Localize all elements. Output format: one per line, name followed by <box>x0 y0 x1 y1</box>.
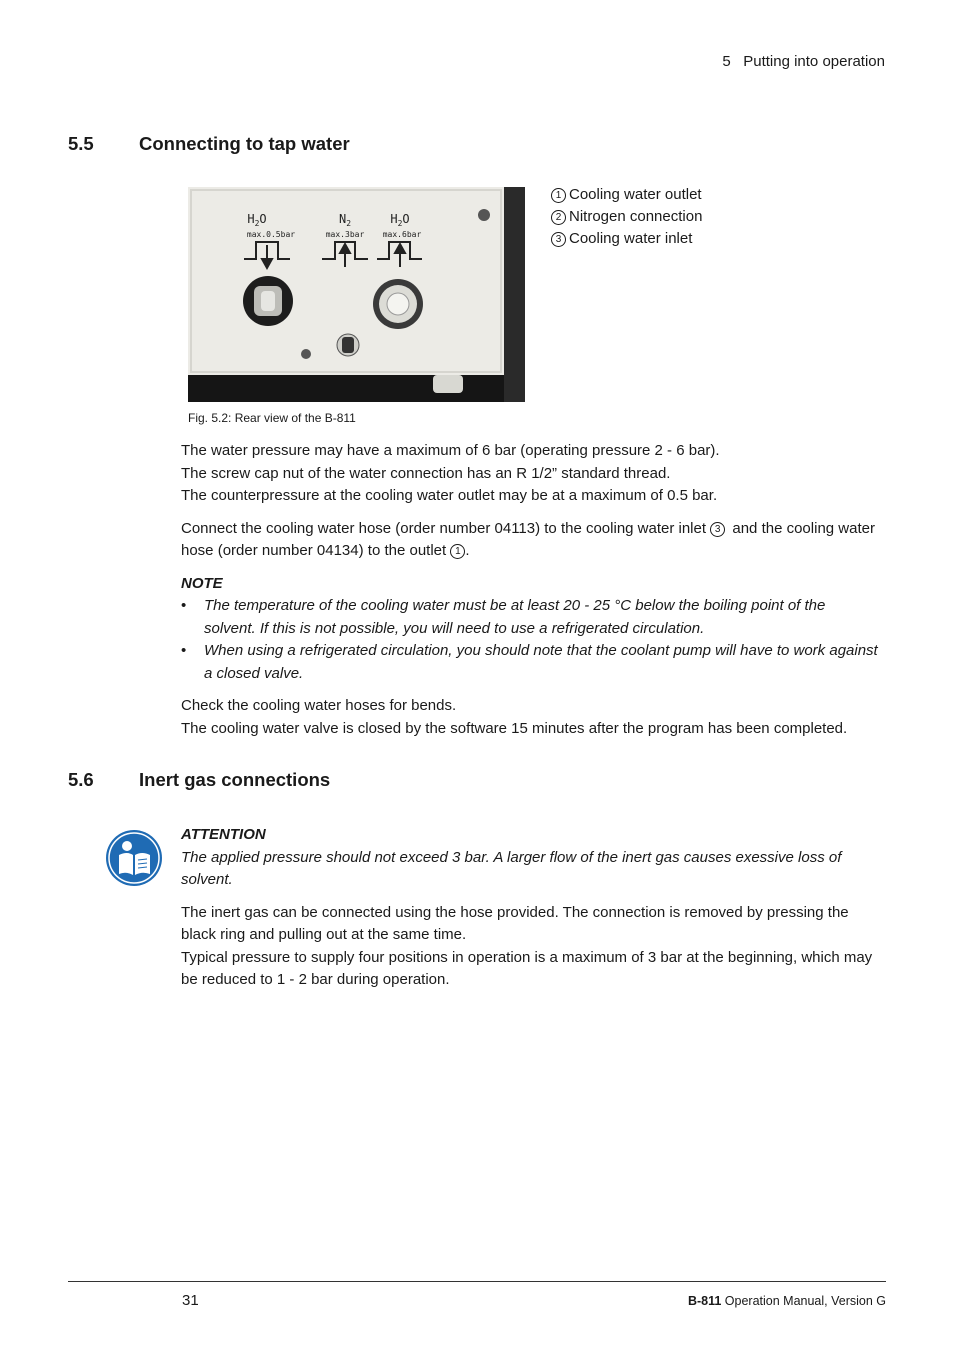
legend-item: 3 Cooling water inlet <box>551 228 702 250</box>
paragraph: The water pressure may have a maximum of 6 bar (operating pressure 2 - 6 bar). The screw cap nut of the water connection has an R 1/2” standard thread. The counterpressure at the cooling water outlet may be at a maximum of 0.5 bar. <box>181 442 720 504</box>
note-list <box>181 595 881 685</box>
section-5-5-body <box>181 440 881 750</box>
label-n2: $N_2$ <box>338 212 352 228</box>
attention-text: The applied pressure should not exceed 3 bar. A larger flow of the inert gas causes exessive loss of solvent. <box>181 848 842 888</box>
section-title: Connecting to tap water <box>139 133 350 154</box>
paragraph: The inert gas can be connected using the hose provided. The connection is removed by pressing the black ring and pulling out at the same time. <box>181 903 849 943</box>
rear-view-photo <box>188 187 525 402</box>
paragraph: Connect the cooling water hose (order number 04113) to the cooling water inlet 3 and the cooling water hose (order number 04134) to the outlet 1 . <box>181 519 875 559</box>
label-max-3: max.3bar <box>325 230 365 239</box>
list-item: • The temperature of the cooling water must be at least 20 - 25 °C below the boiling point of the solvent. If this is not possible, you will need to use a refrigerated circulation. <box>181 597 826 637</box>
rear-panel-illustration <box>188 187 525 402</box>
label-h2o-outlet: $H_2O$ <box>247 212 267 228</box>
footer-title: B-811 Operation Manual, Version G <box>687 1294 886 1308</box>
section-number: 5.5 <box>68 133 94 154</box>
legend-item: 1 Cooling water outlet <box>551 184 702 206</box>
label-h2o-inlet: $H_2O$ <box>390 212 410 228</box>
callout-number: 2 <box>551 210 566 225</box>
read-manual-icon <box>105 829 163 887</box>
note-label: NOTE <box>181 574 223 592</box>
callout-number: 1 <box>450 544 465 559</box>
paragraph: Typical pressure to supply four positions in operation is a maximum of 3 bar at the beginning, which may be reduced to 1 - 2 bar during operation. <box>181 948 873 988</box>
section-heading-5-5 <box>68 133 668 157</box>
attention-label: ATTENTION <box>181 826 266 843</box>
section-5-6-body <box>181 824 881 1002</box>
callout-number: 3 <box>551 232 566 247</box>
page-number: 31 <box>182 1292 199 1309</box>
list-item: • When using a refrigerated circulation, you should note that the coolant pump will have to work against a closed valve. <box>181 642 878 682</box>
callout-number: 3 <box>710 522 725 537</box>
paragraph: Check the cooling water hoses for bends. The cooling water valve is closed by the software 15 minutes after the program has been completed. <box>181 697 848 737</box>
callout-number: 1 <box>551 188 566 203</box>
figure-legend <box>551 184 702 250</box>
section-heading-5-6 <box>68 769 668 793</box>
section-title: Inert gas connections <box>139 769 331 790</box>
label-max-6: max.6bar <box>382 230 422 239</box>
legend-item: 2 Nitrogen connection <box>551 206 702 228</box>
section-number: 5.6 <box>68 769 94 790</box>
label-max-05: max.0.5bar <box>246 230 296 239</box>
figure-caption: Fig. 5.2: Rear view of the B-811 <box>188 411 356 425</box>
footer-rule <box>68 1281 886 1282</box>
running-head: 5 Putting into operation <box>722 53 885 70</box>
